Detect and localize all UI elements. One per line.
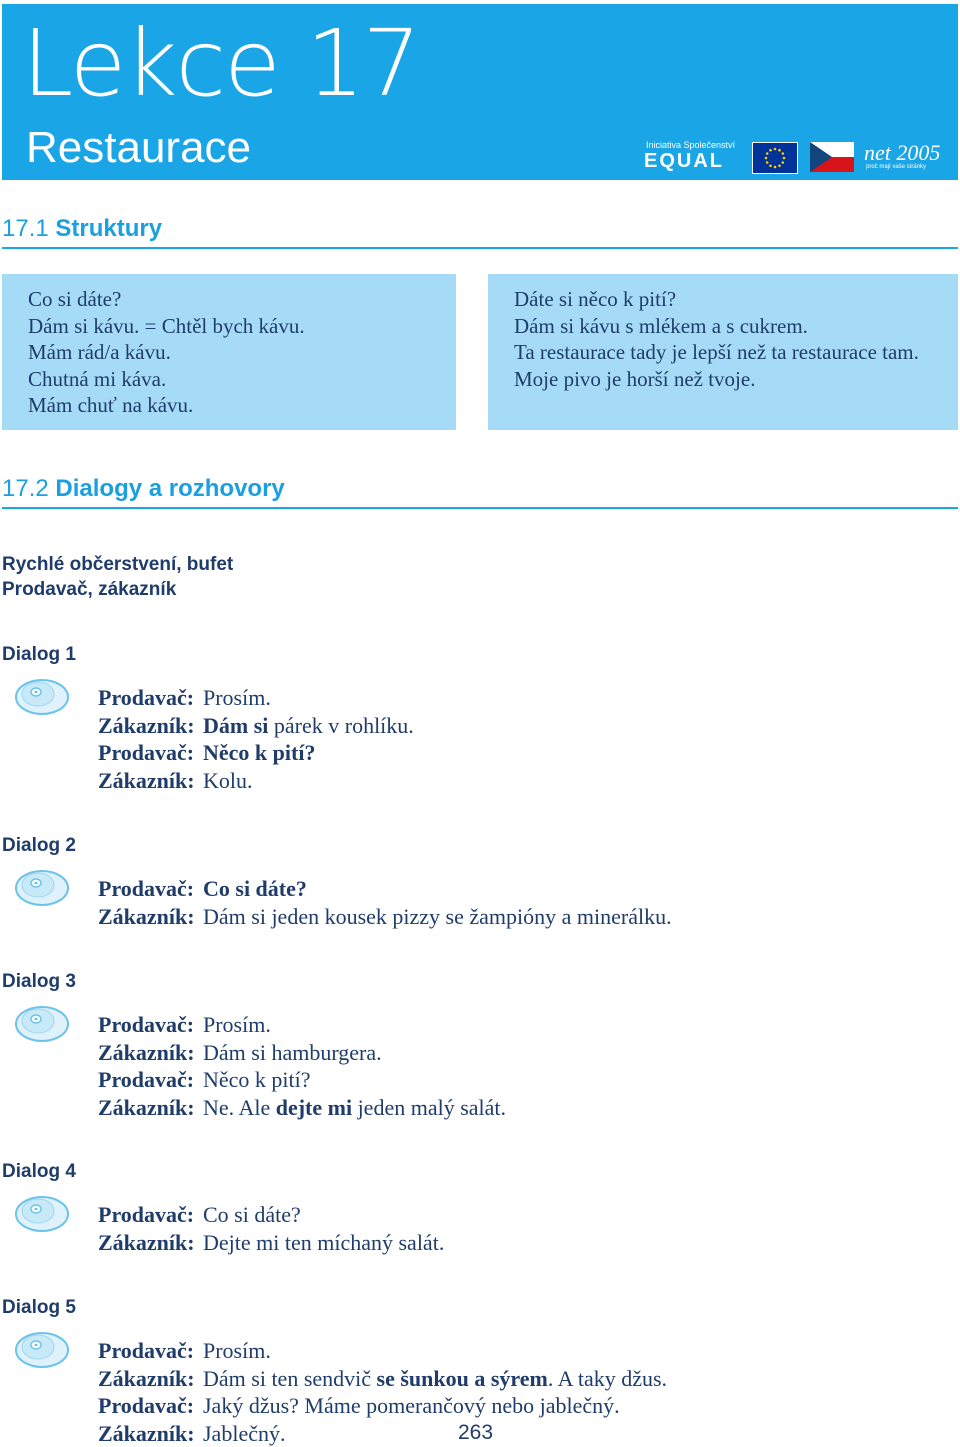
speaker-label: Prodavač:	[98, 740, 195, 766]
speaker-label: Zákazník:	[98, 1365, 195, 1391]
lesson-subtitle: Restaurace	[26, 123, 252, 172]
structure-line: Mám rád/a kávu.	[28, 340, 171, 365]
audio-cd-icon[interactable]	[14, 672, 70, 716]
dialog-label: Dialog 1	[2, 644, 76, 665]
audio-cd-icon[interactable]	[14, 999, 70, 1043]
speaker-label: Prodavač:	[98, 1067, 195, 1093]
section-heading-structures: 17.1 Struktury	[2, 214, 958, 249]
speaker-label: Prodavač:	[98, 1202, 195, 1227]
speaker-label: Prodavač:	[98, 1012, 195, 1037]
structure-line: Dám si kávu. = Chtěl bych kávu.	[28, 313, 305, 338]
speaker-label: Prodavač:	[98, 1338, 195, 1363]
lesson-title: Lekce 17	[22, 10, 420, 117]
page-number: 263	[458, 1421, 494, 1444]
speaker-label: Zákazník:	[98, 1094, 195, 1120]
speaker-label: Zákazník:	[98, 1229, 195, 1255]
eu-flag-icon	[752, 142, 798, 174]
speaker-label: Zákazník:	[98, 712, 195, 738]
czech-flag-icon	[810, 142, 854, 172]
dialog-label: Dialog 4	[2, 1161, 76, 1182]
structures-box-left	[2, 274, 456, 430]
speaker-label: Zákazník:	[98, 1039, 195, 1065]
structure-line: Mám chuť na kávu.	[28, 393, 194, 418]
equal-logo: Iniciativa Společenství EQUAL	[644, 140, 736, 172]
dialog-label: Dialog 2	[2, 835, 76, 856]
structure-line: Dáte si něco k pití?	[514, 287, 677, 311]
speaker-label: Prodavač:	[98, 685, 195, 710]
speaker-label: Zákazník:	[98, 1420, 195, 1446]
structure-line: Chutná mi káva.	[28, 366, 167, 391]
lesson-banner	[2, 4, 958, 180]
scenario-roles: Prodavač, zákazník	[2, 579, 177, 600]
structure-line: Ta restaurace tady je lepší než ta restaurace tam.	[514, 340, 919, 365]
scenario-title: Rychlé občerstvení, bufet	[2, 554, 234, 575]
audio-cd-icon[interactable]	[14, 1189, 70, 1233]
audio-cd-icon[interactable]	[14, 863, 70, 907]
structure-line: Co si dáte?	[28, 287, 122, 311]
speaker-label: Prodavač:	[98, 876, 195, 901]
speaker-label: Zákazník:	[98, 767, 195, 793]
dialog-label: Dialog 3	[2, 971, 76, 992]
dialog-label: Dialog 5	[2, 1297, 76, 1318]
structures-box-right	[488, 274, 958, 430]
net-2005-logo: net 2005 proč mají vaše stránky	[864, 140, 941, 170]
structure-line: Moje pivo je horší než tvoje.	[514, 366, 756, 391]
section-heading-dialogs: 17.2 Dialogy a rozhovory	[2, 474, 958, 509]
speaker-label: Zákazník:	[98, 903, 195, 929]
speaker-label: Prodavač:	[98, 1393, 195, 1419]
structure-line: Dám si kávu s mlékem a s cukrem.	[514, 313, 808, 338]
audio-cd-icon[interactable]	[14, 1325, 70, 1369]
